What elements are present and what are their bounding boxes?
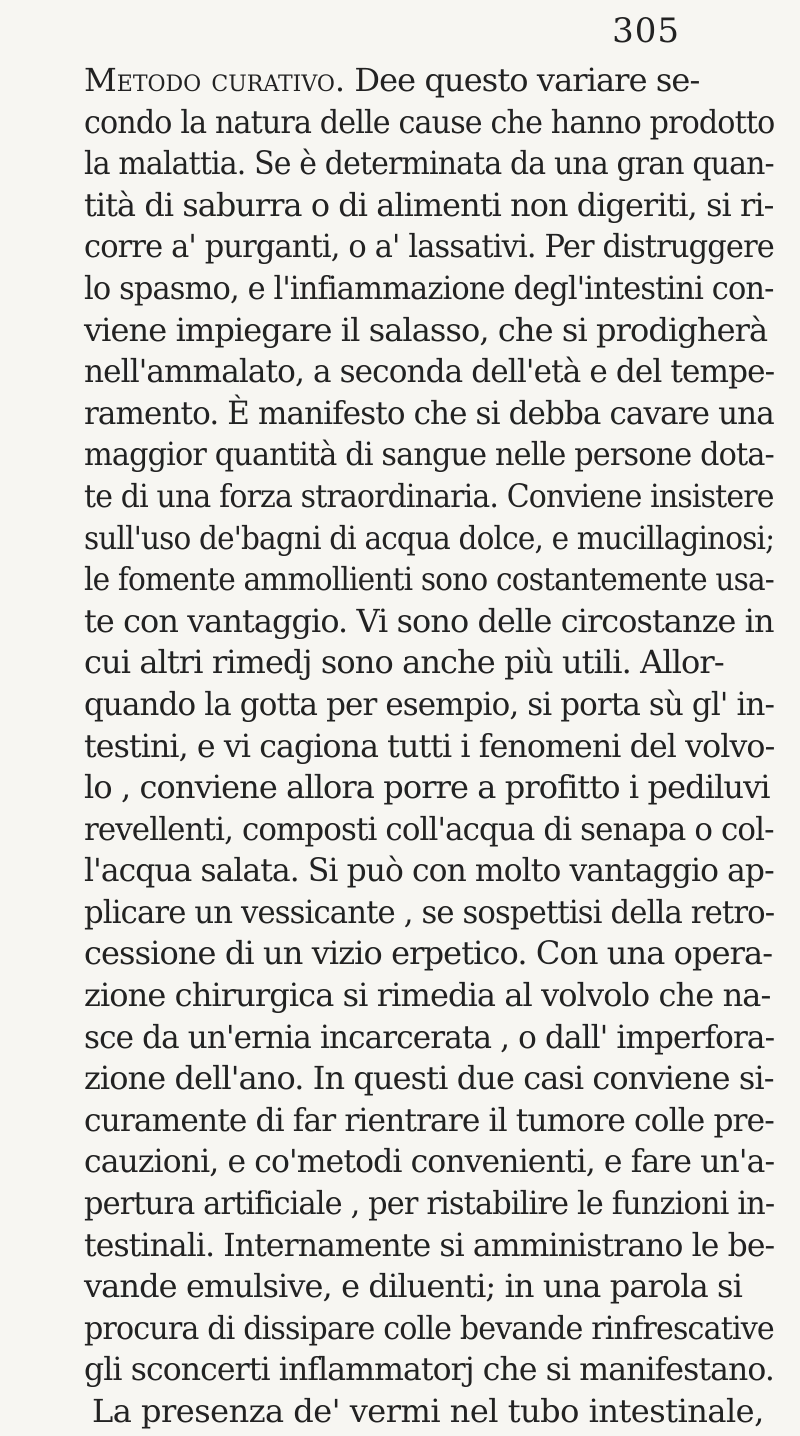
- text-line: nell'ammalato, a seconda dell'età e del tempe-: [84, 352, 775, 391]
- text-line: plicare un vessicante , se sospettisi della retro-: [84, 892, 775, 931]
- text-line: te di una forza straordinaria. Conviene insistere: [84, 476, 774, 515]
- text-line: la malattia. Se è determinata da una gran quan-: [84, 144, 774, 183]
- text-line: cauzioni, e co'metodi convenienti, e fare un'a-: [84, 1142, 775, 1181]
- text-line: viene impiegare il salasso, che si prodigherà: [84, 310, 768, 349]
- text-line: condo la natura delle cause che hanno prodotto: [84, 102, 775, 141]
- text-line: La presenza de' vermi nel tubo intestinale,: [92, 1392, 764, 1430]
- text-line: revellenti, composti coll'acqua di senapa o col-: [84, 809, 774, 848]
- text-line: [84, 60, 774, 102]
- text-line: vande emulsive, e diluenti; in una parola si: [84, 1267, 742, 1306]
- body-text: [84, 60, 774, 1433]
- text-line: curamente di far rientrare il tumore colle pre-: [84, 1100, 774, 1139]
- section-heading: Metodo curativo.: [84, 61, 346, 99]
- text-line: gli sconcerti inflammatorj che si manifestano.: [84, 1350, 775, 1389]
- text-line: maggior quantità di sangue nelle persone dota-: [84, 435, 774, 474]
- text-line: sull'uso de'bagni di acqua dolce, e mucillaginosi;: [84, 518, 775, 557]
- text-line: cui altri rimedj sono anche più utili. Allor-: [84, 643, 724, 682]
- text-line: lo spasmo, e l'infiammazione degl'intestini con-: [84, 268, 774, 307]
- text-line: pertura artificiale , per ristabilire le funzioni in-: [84, 1184, 775, 1223]
- text-line: l'acqua salata. Si può con molto vantaggio ap-: [84, 851, 774, 890]
- text-line: tità di saburra o di alimenti non digeriti, si ri-: [84, 185, 774, 224]
- text-line: zione dell'ano. In questi due casi conviene si-: [84, 1059, 774, 1098]
- text-line: cessione di un vizio erpetico. Con una opera-: [84, 934, 773, 973]
- text-line: zione chirurgica si rimedia al volvolo che na-: [84, 976, 771, 1015]
- text-line: sce da un'ernia incarcerata , o dall' imperfora-: [84, 1017, 775, 1056]
- text-line: procura di dissipare colle bevande rinfrescative: [84, 1308, 774, 1347]
- text-line: ramento. È manifesto che si debba cavare una: [84, 393, 774, 432]
- text-line: quando la gotta per esempio, si porta sù gl' in-: [84, 684, 775, 723]
- text-line: testini, e vi cagiona tutti i fenomeni del volvo-: [84, 726, 775, 765]
- text-line: lo , conviene allora porre a profitto i pediluvi: [84, 768, 770, 807]
- text-line: le fomente ammollienti sono costantemente usa-: [84, 560, 774, 599]
- text-line: testinali. Internamente si amministrano le be-: [84, 1225, 775, 1264]
- text-line: te con vantaggio. Vi sono delle circostanze in: [84, 601, 774, 640]
- text-line: corre a' purganti, o a' lassativi. Per distruggere: [84, 227, 774, 266]
- text-line-segment: Dee questo variare se-: [354, 61, 700, 99]
- page-number: 305: [612, 11, 680, 51]
